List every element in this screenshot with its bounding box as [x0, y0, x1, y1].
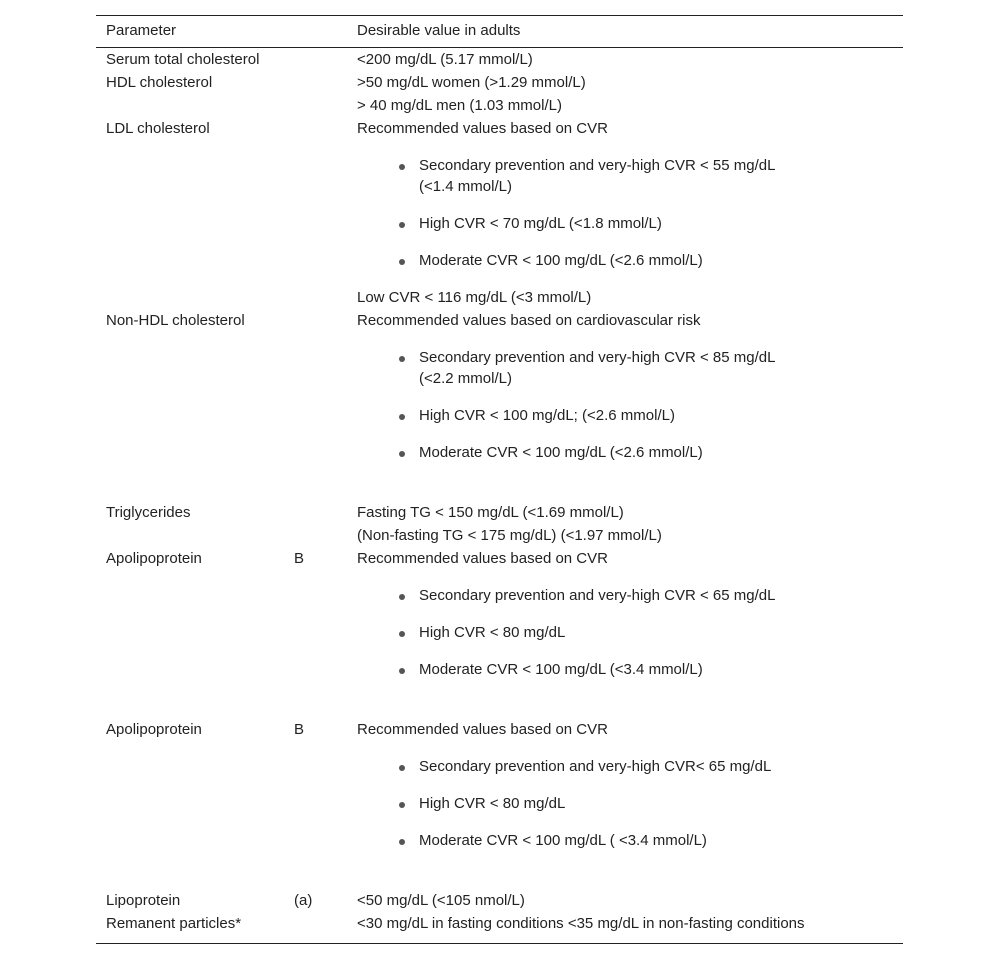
row-nonhdl-param: Non-HDL cholesterol: [106, 312, 245, 329]
row-remnant-param: Remanent particles*: [106, 915, 242, 932]
row-ldl-bullet-1: Secondary prevention and very-high CVR < 55 mg/dL: [419, 157, 776, 174]
row-apob1-bullet-3: Moderate CVR < 100 mg/dL (<3.4 mmol/L): [419, 661, 703, 678]
bullet-icon: [399, 802, 405, 808]
row-apob1-bullet-2: High CVR < 80 mg/dL: [419, 624, 566, 641]
row-hdl-value-women: >50 mg/dL women (>1.29 mmol/L): [357, 74, 586, 91]
row-apob2-param: Apolipoprotein: [106, 721, 202, 738]
row-apob1-suffix: B: [294, 550, 305, 567]
bullet-icon: [399, 668, 405, 674]
row-apob2-intro: Recommended values based on CVR: [357, 721, 608, 738]
header-rule: [96, 47, 903, 48]
row-total-cholesterol-value: <200 mg/dL (5.17 mmol/L): [357, 51, 533, 68]
row-ldl-bullet-3: Moderate CVR < 100 mg/dL (<2.6 mmol/L): [419, 252, 703, 269]
row-tg-fasting: Fasting TG < 150 mg/dL (<1.69 mmol/L): [357, 504, 624, 521]
row-ldl-bullet-1-cont: (<1.4 mmol/L): [419, 178, 512, 195]
row-tg-nonfasting: (Non-fasting TG < 175 mg/dL) (<1.97 mmol/L): [357, 527, 662, 544]
row-nonhdl-bullet-3: Moderate CVR < 100 mg/dL (<2.6 mmol/L): [419, 444, 703, 461]
bullet-icon: [399, 414, 405, 420]
bullet-icon: [399, 164, 405, 170]
row-hdl-value-men: > 40 mg/dL men (1.03 mmol/L): [357, 97, 562, 114]
row-lpa-suffix: (a): [294, 892, 313, 909]
row-ldl-low: Low CVR < 116 mg/dL (<3 mmol/L): [357, 289, 592, 306]
row-ldl-param: LDL cholesterol: [106, 120, 210, 137]
row-hdl-param: HDL cholesterol: [106, 74, 213, 91]
row-nonhdl-bullet-1: Secondary prevention and very-high CVR < 85 mg/dL: [419, 349, 776, 366]
row-apob2-bullet-2: High CVR < 80 mg/dL: [419, 795, 566, 812]
row-apob1-intro: Recommended values based on CVR: [357, 550, 608, 567]
bullet-icon: [399, 765, 405, 771]
row-apob2-bullet-3: Moderate CVR < 100 mg/dL ( <3.4 mmol/L): [419, 832, 707, 849]
row-remnant-value: <30 mg/dL in fasting conditions <35 mg/dL in non-fasting conditions: [357, 915, 805, 932]
header-desirable-value: Desirable value in adults: [357, 22, 521, 39]
row-apob1-bullet-1: Secondary prevention and very-high CVR < 65 mg/dL: [419, 587, 776, 604]
row-apob2-suffix: B: [294, 721, 305, 738]
header-parameter: Parameter: [106, 22, 177, 39]
bullet-icon: [399, 222, 405, 228]
row-nonhdl-bullet-2: High CVR < 100 mg/dL; (<2.6 mmol/L): [419, 407, 675, 424]
row-lpa-value: <50 mg/dL (<105 nmol/L): [357, 892, 525, 909]
bullet-icon: [399, 594, 405, 600]
row-apob1-param: Apolipoprotein: [106, 550, 202, 567]
bullet-icon: [399, 839, 405, 845]
row-total-cholesterol-param: Serum total cholesterol: [106, 51, 260, 68]
row-nonhdl-intro: Recommended values based on cardiovascular risk: [357, 312, 701, 329]
row-ldl-intro: Recommended values based on CVR: [357, 120, 608, 137]
row-nonhdl-bullet-1-cont: (<2.2 mmol/L): [419, 370, 512, 387]
bullet-icon: [399, 631, 405, 637]
bullet-icon: [399, 356, 405, 362]
bullet-icon: [399, 451, 405, 457]
bullet-icon: [399, 259, 405, 265]
row-apob2-bullet-1: Secondary prevention and very-high CVR< 65 mg/dL: [419, 758, 772, 775]
row-tg-param: Triglycerides: [106, 504, 191, 521]
row-ldl-bullet-2: High CVR < 70 mg/dL (<1.8 mmol/L): [419, 215, 662, 232]
row-lpa-param: Lipoprotein: [106, 892, 181, 909]
